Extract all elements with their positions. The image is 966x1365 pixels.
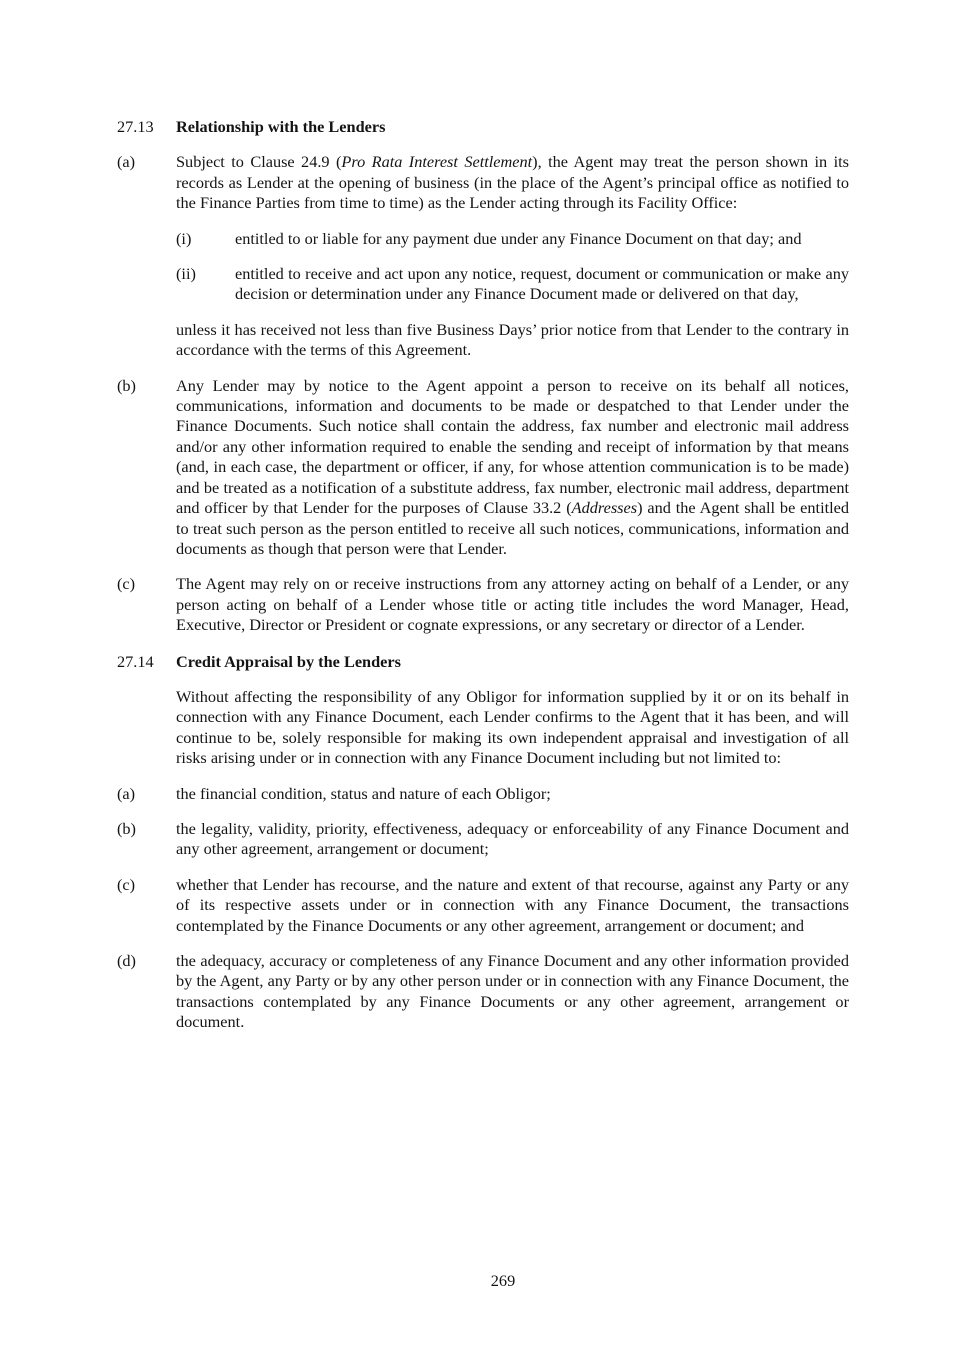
paragraph-text: The Agent may rely on or receive instructions from any attorney acting on behalf of a Lender, or any person acting on behalf of a Lender whose title or acting title includes the word Manager, Head, Executive, Director or President or cognate expressions, or any secretary or director of a Lender. bbox=[176, 574, 849, 635]
item-d bbox=[117, 951, 849, 1033]
item-c bbox=[117, 875, 849, 936]
section-heading bbox=[117, 117, 849, 137]
paragraph-body bbox=[176, 152, 849, 360]
section-intro: Without affecting the responsibility of any Obligor for information supplied by it or on its behalf in connection with any Finance Document, each Lender confirms to the Agent that it has been, and will continue to be, solely responsible for making its own independent appraisal and investigation of all risks arising under or in connection with any Finance Document including but not limited to: bbox=[176, 686, 849, 768]
item-label: (b) bbox=[117, 818, 136, 838]
page-content bbox=[117, 117, 849, 1033]
section-27-13 bbox=[117, 117, 849, 636]
section-title: Relationship with the Lenders bbox=[176, 117, 386, 136]
item-b bbox=[117, 819, 849, 860]
section-title: Credit Appraisal by the Lenders bbox=[176, 651, 401, 671]
paragraph-label: (c) bbox=[117, 574, 136, 594]
paragraph-body bbox=[176, 376, 849, 560]
section-27-14 bbox=[117, 652, 849, 1033]
section-number: 27.14 bbox=[117, 651, 154, 671]
item-body bbox=[176, 784, 849, 804]
subitem-label: (ii) bbox=[176, 264, 196, 284]
item-body bbox=[176, 875, 849, 936]
item-text: the adequacy, accuracy or completeness of any Finance Document and any other information provided by the Agent, any Party or by any other person under or in connection with any Finance Document, the transactions contemplated by any Finance Documents or any other agreement, arrangement or document. bbox=[176, 951, 849, 1032]
section-heading bbox=[117, 652, 849, 672]
item-body bbox=[176, 819, 849, 860]
subitem-text: entitled to or liable for any payment due under any Finance Document on that day; and bbox=[235, 228, 802, 248]
paragraph-text: Any Lender may by notice to the Agent appoint a person to receive on its behalf all notices, communications, information and documents to be made or despatched to that Lender under the Finance Documents. Such notice shall contain the address, fax number and electronic mail address and/or any other information required to enable the sending and receipt of information by that means (and, in each case, the department or officer, if any, for whose attention communication is to be made) and be treated as a notification of a substitute address, fax number, electronic mail address, department and officer by that Lender for the purposes of Clause 33.2 (Addresses) and the Agent shall be entitled to treat such person as the person entitled to receive all such notices, communications, information and documents as though that person were that Lender. bbox=[176, 375, 850, 558]
item-text: the financial condition, status and nature of each Obligor; bbox=[176, 783, 551, 803]
paragraph-b bbox=[117, 376, 849, 560]
paragraph-c bbox=[117, 574, 849, 635]
paragraph-label: (a) bbox=[117, 152, 136, 172]
item-text: whether that Lender has recourse, and the nature and extent of that recourse, against any Party or any of its respective assets under or in connection with any Finance Document, the transactions contemplated by the Finance Documents or any other agreement, arrangement or document; and bbox=[176, 874, 849, 935]
section-number: 27.13 bbox=[117, 117, 154, 136]
item-label: (c) bbox=[117, 874, 136, 894]
page-number: 269 bbox=[490, 1271, 516, 1290]
item-label: (a) bbox=[117, 783, 136, 803]
paragraph-body bbox=[176, 574, 849, 635]
item-a bbox=[117, 784, 849, 804]
subitem-text: entitled to receive and act upon any notice, request, document or communication or make any decision or determination under any Finance Document made or delivered on that day, bbox=[235, 264, 849, 304]
paragraph-a bbox=[117, 152, 849, 360]
item-text: the legality, validity, priority, effectiveness, adequacy or enforceability of any Finance Document and any other agreement, arrangement or document; bbox=[176, 818, 849, 859]
paragraph-text: Subject to Clause 24.9 (Pro Rata Interest Settlement), the Agent may treat the person shown in its records as Lender at the opening of business (in the place of the Agent’s principal office as notified to the Finance Parties from time to time) as the Lender acting through its Facility Office: bbox=[176, 152, 849, 213]
paragraph-continuation: unless it has received not less than five Business Days’ prior notice from that Lender to the contrary in accordance with the terms of this Agreement. bbox=[176, 319, 849, 360]
item-body bbox=[176, 951, 849, 1033]
subitem-label: (i) bbox=[176, 228, 192, 248]
subitem-ii bbox=[176, 264, 849, 305]
paragraph-label: (b) bbox=[117, 375, 136, 395]
subitem-i bbox=[176, 229, 849, 249]
item-label: (d) bbox=[117, 951, 136, 970]
